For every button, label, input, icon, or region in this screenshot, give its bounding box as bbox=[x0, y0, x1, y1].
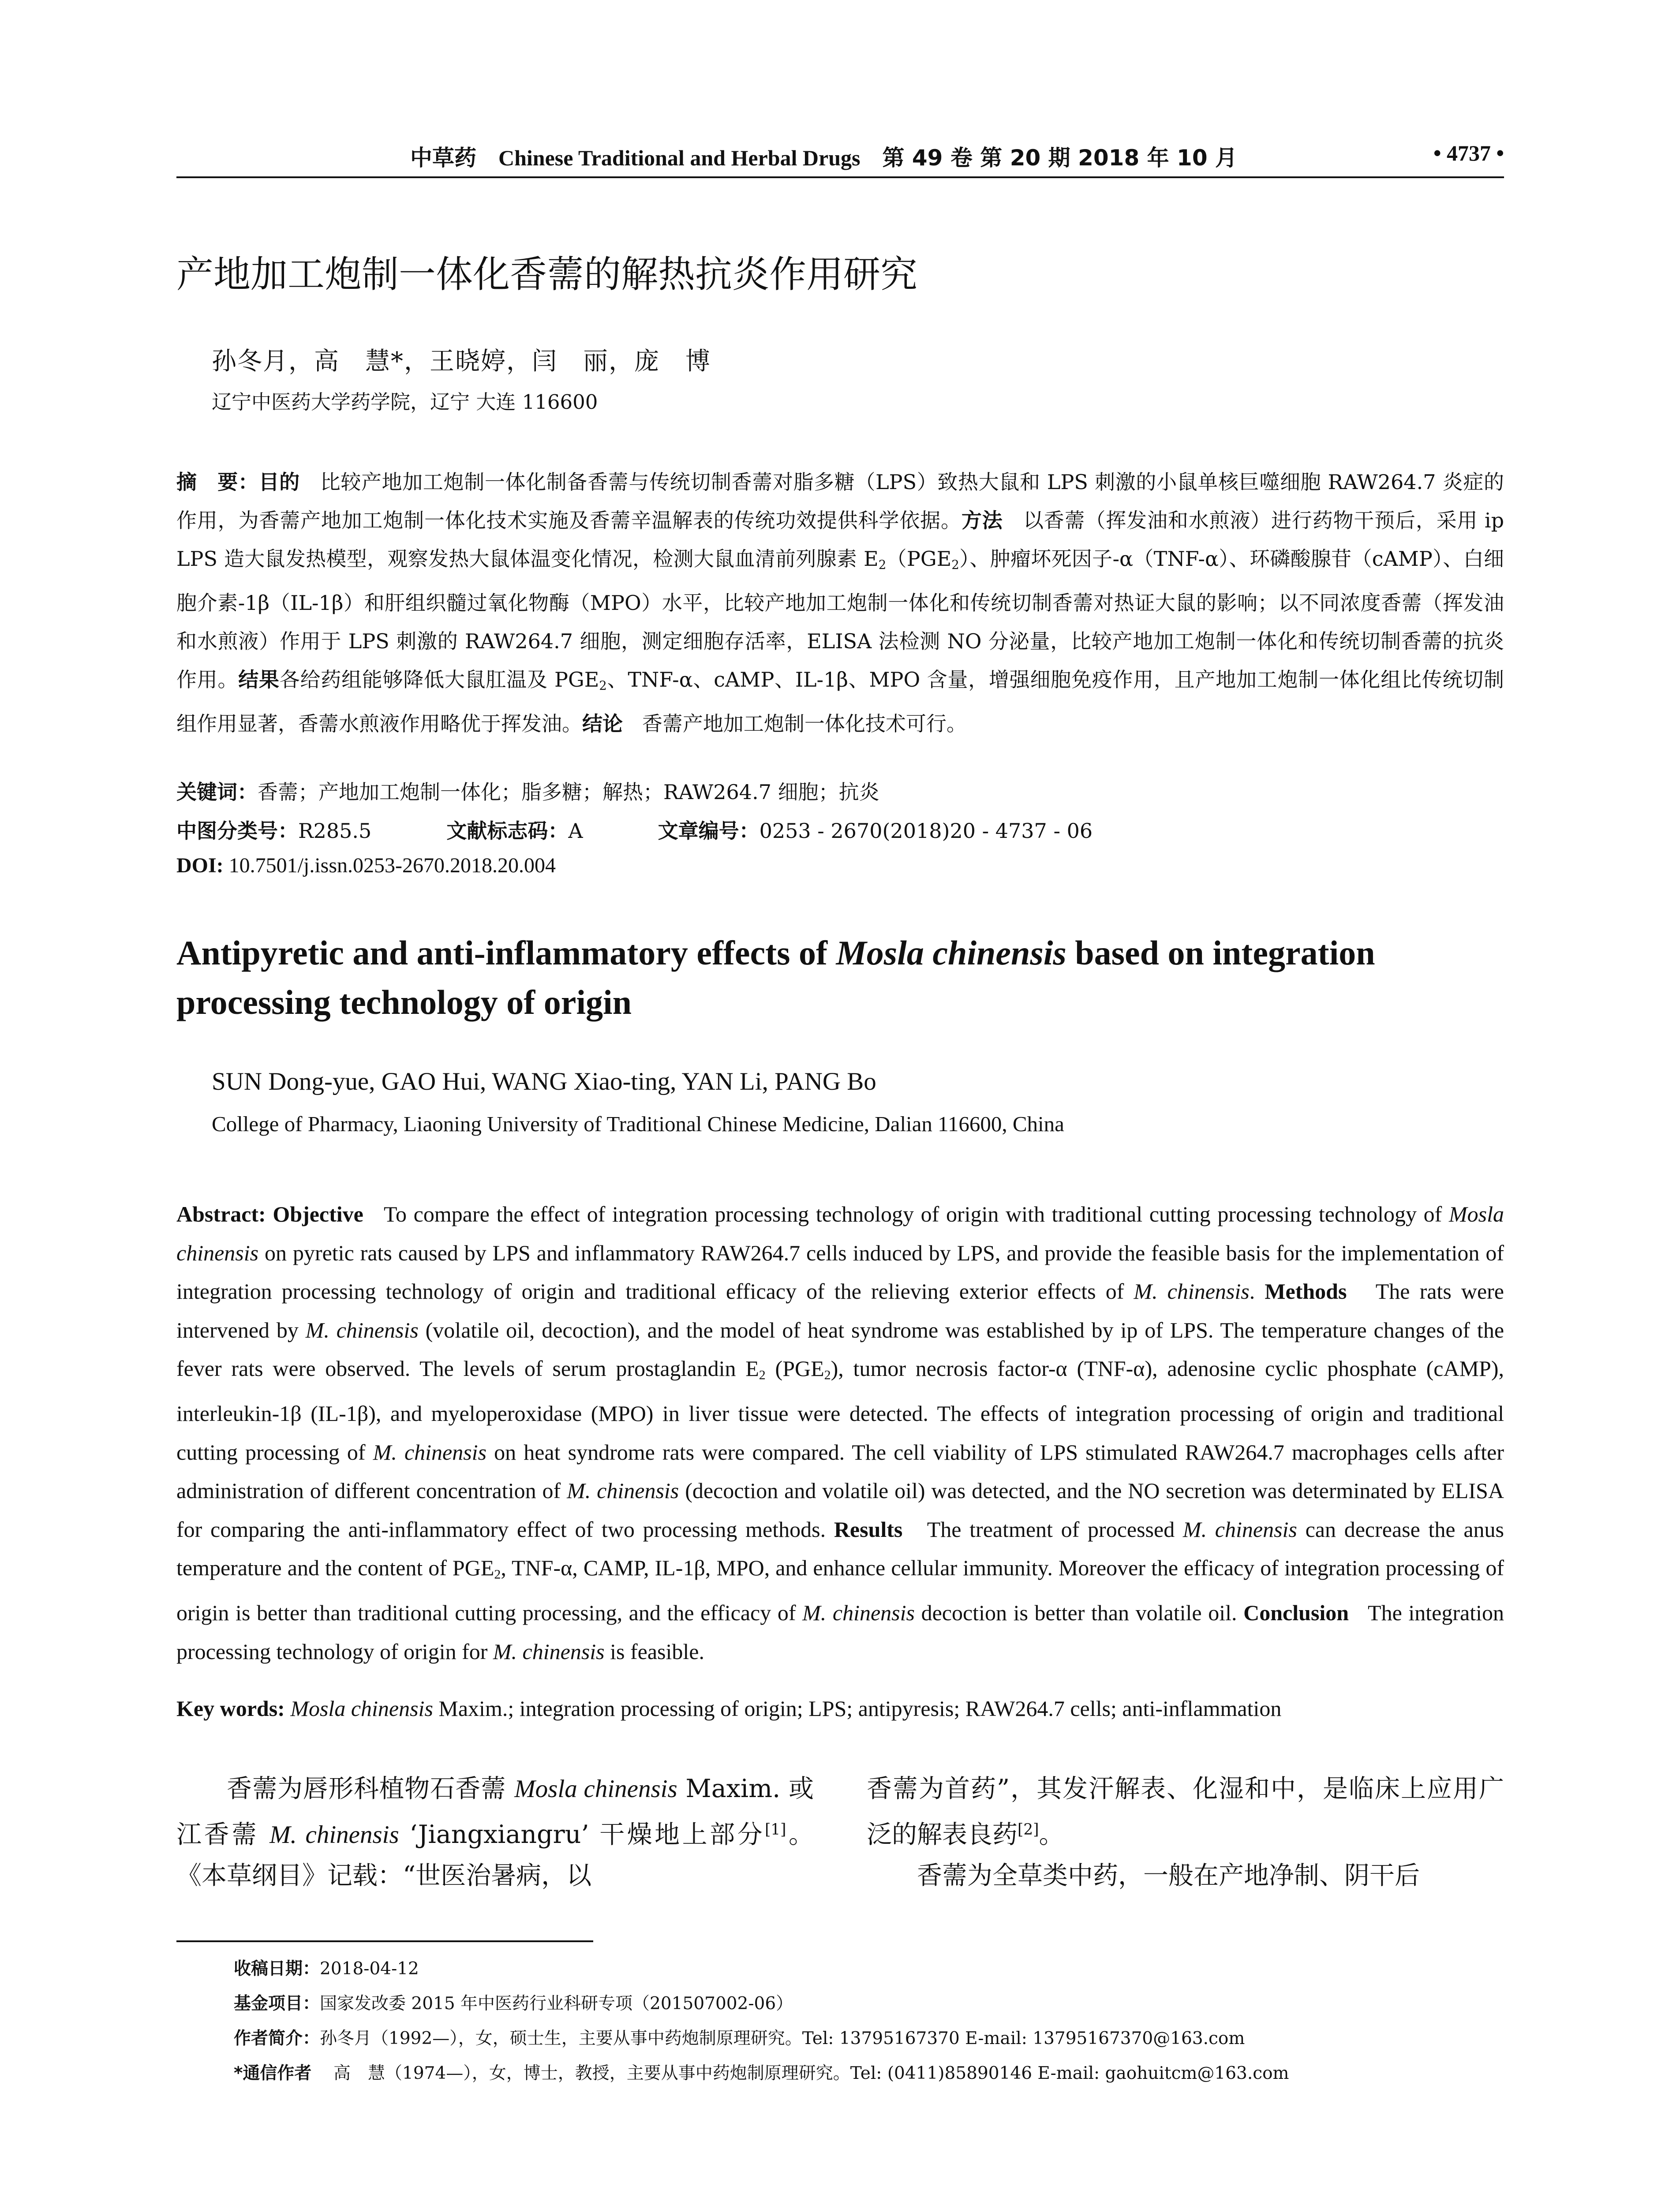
en-results-species-2: M. chinensis bbox=[802, 1600, 915, 1625]
en-keywords bbox=[176, 1696, 1504, 1721]
body-ref-1: [1] bbox=[765, 1821, 786, 1839]
cn-keywords-label: 关键词： bbox=[176, 780, 258, 804]
en-title-species: Mosla chinensis bbox=[836, 934, 1066, 972]
body-text-f: 。 bbox=[1039, 1820, 1064, 1849]
cn-methods-text-b: （PGE bbox=[886, 547, 952, 571]
corresponding-text: 高 慧（1974—），女，博士，教授，主要从事中药炮制原理研究。Tel: (0411)85890146 E-mail: gaohuitcm@163.com bbox=[333, 2063, 1289, 2083]
footnote-fund bbox=[234, 1986, 1504, 2021]
en-methods-text-e: on heat syndrome rats were compared. The cell viability of LPS stimulated RAW264.7 macrophages cells after administration of different concentration of bbox=[176, 1439, 1504, 1503]
class-label: 中图分类号： bbox=[176, 819, 298, 843]
author-bio-label: 作者简介： bbox=[234, 2029, 320, 2048]
running-header-journal bbox=[410, 140, 1237, 172]
en-results-text-c: , TNF-α, CAMP, IL-1β, MPO, and enhance cellular immunity. Moreover the efficacy of integration processing of origin is better than traditional cutting processing, and the efficacy of bbox=[176, 1555, 1504, 1625]
en-methods-sub-1: 2 bbox=[759, 1368, 766, 1383]
cn-classification bbox=[176, 815, 1504, 844]
fund-text: 国家发改委 2015 年中医药行业科研专项（201507002-06） bbox=[320, 1994, 793, 2014]
cn-results-sub: 2 bbox=[599, 678, 607, 693]
doi-label: DOI: bbox=[176, 854, 224, 877]
cn-title: 产地加工炮制一体化香薷的解热抗炎作用研究 bbox=[176, 253, 918, 296]
cn-conclusion-text: 香薷产地加工炮制一体化技术可行。 bbox=[642, 711, 967, 736]
received-date: 2018-04-12 bbox=[320, 1959, 419, 1979]
body-paragraph-1 bbox=[176, 1768, 814, 1896]
body-column-left bbox=[176, 1768, 814, 1896]
received-label: 收稿日期： bbox=[234, 1959, 320, 1979]
body-paragraph-2: 香薷为全草类中药，一般在产地净制、阴干后 bbox=[917, 1861, 1420, 1890]
cn-methods-text-a: 以香薷（挥发油和水煎液）进行药物干预后，采用 ip LPS 造大鼠发热模型，观察发热大鼠体温变化情况，检测大鼠血清前列腺素 E bbox=[176, 508, 1504, 571]
doi-value: 10.7501/j.issn.0253-2670.2018.20.004 bbox=[228, 854, 556, 877]
en-keywords-text: Maxim.; integration processing of origin; LPS; antipyresis; RAW264.7 cells; anti-inflammation bbox=[433, 1696, 1282, 1721]
journal-issue: 第 49 卷 第 20 期 2018 年 10 月 bbox=[882, 145, 1238, 171]
en-results-text-d: decoction is better than volatile oil. bbox=[914, 1600, 1237, 1625]
en-conclusion-label: Conclusion bbox=[1243, 1600, 1349, 1625]
cn-methods-label: 方法 bbox=[961, 508, 1003, 532]
corresponding-label: *通信作者 bbox=[234, 2063, 312, 2083]
class-value: R285.5 bbox=[298, 819, 372, 843]
en-methods-text-f: (decoction and volatile oil) was detected, and the NO secretion was determinated by ELISA for comparing the anti-inflammatory effect of two processing methods. bbox=[176, 1478, 1504, 1542]
en-abstract-label: Abstract: bbox=[176, 1202, 266, 1226]
en-objective-text-b: on pyretic rats caused by LPS and inflammatory RAW264.7 cells induced by LPS, and provide the feasible basis for the implementation of integration processing technology of origin and traditional efficacy of the relieving exterior effects of bbox=[176, 1240, 1504, 1304]
en-objective-species-2: M. chinensis bbox=[1134, 1279, 1250, 1304]
en-results-sub: 2 bbox=[494, 1567, 501, 1582]
footnote-rule bbox=[176, 1940, 593, 1942]
page-number: • 4737 • bbox=[1433, 141, 1504, 165]
body-text-e: 香薷为首药”，其发汗解表、化湿和中，是临床上应用广泛的解表良药 bbox=[867, 1774, 1504, 1849]
footnote-author bbox=[234, 2021, 1504, 2056]
cn-results-text-b: 、TNF-α、cAMP、IL-1β、MPO 含量，增强细胞免疫作用，且产地加工炮制一体化组比传统切制组作用显著，香薷水煎液作用略优于挥发油。 bbox=[176, 667, 1504, 736]
article-no-value: 0253 - 2670(2018)20 - 4737 - 06 bbox=[759, 819, 1093, 843]
body-text-c: ‘Jiangxiangru’ 干燥地上部分 bbox=[399, 1820, 765, 1849]
cn-abstract-label: 摘 要： bbox=[176, 470, 259, 494]
author-bio-text: 孙冬月（1992—），女，硕士生，主要从事中药炮制原理研究。Tel: 13795167370 E-mail: 13795167370@163.com bbox=[320, 2029, 1245, 2048]
doi-line bbox=[176, 853, 556, 878]
en-objective-species: Mosla chinensis bbox=[176, 1202, 1504, 1265]
footnotes bbox=[234, 1951, 1504, 2091]
en-keywords-label: Key words: bbox=[176, 1696, 285, 1721]
en-results-label: Results bbox=[834, 1517, 903, 1542]
doc-code-label: 文献标志码： bbox=[446, 819, 569, 843]
article-no-label: 文章编号： bbox=[658, 819, 760, 843]
en-methods-label: Methods bbox=[1265, 1279, 1347, 1304]
en-methods-text-d: ), tumor necrosis factor-α (TNF-α), adenosine cyclic phosphate (cAMP), interleukin-1β (IL-1β), and myeloperoxidase (MPO) in liver tissue were detected. The effects of integration processing of origin and traditional cutting processing of bbox=[176, 1356, 1504, 1465]
en-authors: SUN Dong-yue, GAO Hui, WANG Xiao-ting, YAN Li, PANG Bo bbox=[212, 1068, 876, 1095]
en-methods-text-b: (volatile oil, decoction), and the model of heat syndrome was established by ip of LPS. The temperature changes of the fever rats were observed. The levels of serum prostaglandin E bbox=[176, 1317, 1504, 1381]
en-methods-sub-2: 2 bbox=[824, 1368, 831, 1383]
journal-cn-name: 中草药 bbox=[410, 145, 476, 171]
cn-methods-sub-1: 2 bbox=[878, 557, 887, 572]
cn-methods-sub-2: 2 bbox=[951, 557, 959, 572]
body-ref-2: [2] bbox=[1018, 1821, 1039, 1839]
en-title bbox=[176, 928, 1504, 1027]
en-methods-species: M. chinensis bbox=[305, 1317, 419, 1342]
header-rule bbox=[176, 176, 1504, 178]
en-conclusion-text-b: is feasible. bbox=[604, 1639, 704, 1664]
cn-objective-text: 比较产地加工炮制一体化制备香薷与传统切制香薷对脂多糖（LPS）致热大鼠和 LPS 刺激的小鼠单核巨噬细胞 RAW264.7 炎症的作用，为香薷产地加工炮制一体化技术实施及香薷辛温解表的传统功效提供科学依据。 bbox=[176, 470, 1504, 532]
en-conclusion-species: M. chinensis bbox=[493, 1639, 605, 1664]
footnote-received bbox=[234, 1951, 1504, 1986]
en-abstract bbox=[176, 1195, 1504, 1671]
en-methods-species-3: M. chinensis bbox=[567, 1478, 679, 1503]
cn-authors: 孙冬月，高 慧*，王晓婷，闫 丽，庞 博 bbox=[212, 347, 711, 376]
journal-en-name: Chinese Traditional and Herbal Drugs bbox=[498, 146, 861, 170]
en-methods-text-a: The rats were intervened by bbox=[176, 1279, 1504, 1342]
body-text-a: 香薷为唇形科植物石香薷 bbox=[227, 1774, 515, 1803]
cn-keywords bbox=[176, 776, 1504, 805]
body-text-d: 。《本草纲目》记载：“世医治暑病，以 bbox=[176, 1820, 814, 1890]
en-methods-species-2: M. chinensis bbox=[373, 1439, 487, 1465]
cn-conclusion-label: 结论 bbox=[582, 711, 623, 736]
en-title-b: based on integration processing technology of origin bbox=[176, 934, 1375, 1021]
body-column-right bbox=[867, 1768, 1504, 1896]
en-objective-label: Objective bbox=[273, 1202, 363, 1226]
en-keywords-species: Mosla chinensis bbox=[290, 1696, 433, 1721]
cn-keywords-text: 香薷；产地加工炮制一体化；脂多糖；解热；RAW264.7 细胞；抗炎 bbox=[258, 780, 879, 804]
en-results-species: M. chinensis bbox=[1182, 1517, 1297, 1542]
cn-abstract bbox=[176, 463, 1504, 743]
body-species: Mosla chinensis bbox=[514, 1775, 677, 1803]
running-header bbox=[176, 140, 1504, 180]
en-affiliation: College of Pharmacy, Liaoning University of Traditional Chinese Medicine, Dalian 116600, China bbox=[212, 1112, 1064, 1136]
en-results-text-a: The treatment of processed bbox=[927, 1517, 1183, 1542]
en-methods-text-c: (PGE bbox=[765, 1356, 824, 1381]
en-objective-text-c: . bbox=[1249, 1279, 1255, 1304]
footnote-corresponding bbox=[234, 2056, 1504, 2091]
en-conclusion-text-a: The integration processing technology of origin for bbox=[176, 1600, 1504, 1664]
cn-affiliation: 辽宁中医药大学药学院，辽宁 大连 116600 bbox=[212, 390, 598, 414]
cn-results-text-a: 各给药组能够降低大鼠肛温及 PGE bbox=[279, 667, 599, 691]
fund-label: 基金项目： bbox=[234, 1994, 320, 2014]
body-species-2: M. chinensis bbox=[269, 1820, 399, 1849]
body-text-b: Maxim. 或江香薷 bbox=[176, 1774, 814, 1849]
cn-methods-text-c: ）、肿瘤坏死因子-α（TNF-α）、环磷酸腺苷（cAMP）、白细胞介素-1β（IL-1β）和肝组织髓过氧化物酶（MPO）水平，比较产地加工炮制一体化和传统切制香薷对热证大鼠的影响；以不同浓度香薷（挥发油和水煎液）作用于 LPS 刺激的 RAW264.7 细胞，测定细胞存活率，ELISA 法检测 NO 分泌量，比较产地加工炮制一体化和传统切制香薷的抗炎作用。 bbox=[176, 547, 1504, 691]
en-results-text-b: can decrease the anus temperature and the content of PGE bbox=[176, 1517, 1504, 1580]
body-paragraph-1-cont bbox=[867, 1768, 1504, 1855]
cn-results-label: 结果 bbox=[238, 667, 280, 691]
en-objective-text-a: To compare the effect of integration processing technology of origin with traditional cutting processing technology of bbox=[383, 1202, 1449, 1226]
cn-objective-label: 目的 bbox=[258, 470, 300, 494]
en-title-a: Antipyretic and anti-inflammatory effects of bbox=[176, 934, 836, 972]
doc-code-value: A bbox=[568, 819, 583, 843]
